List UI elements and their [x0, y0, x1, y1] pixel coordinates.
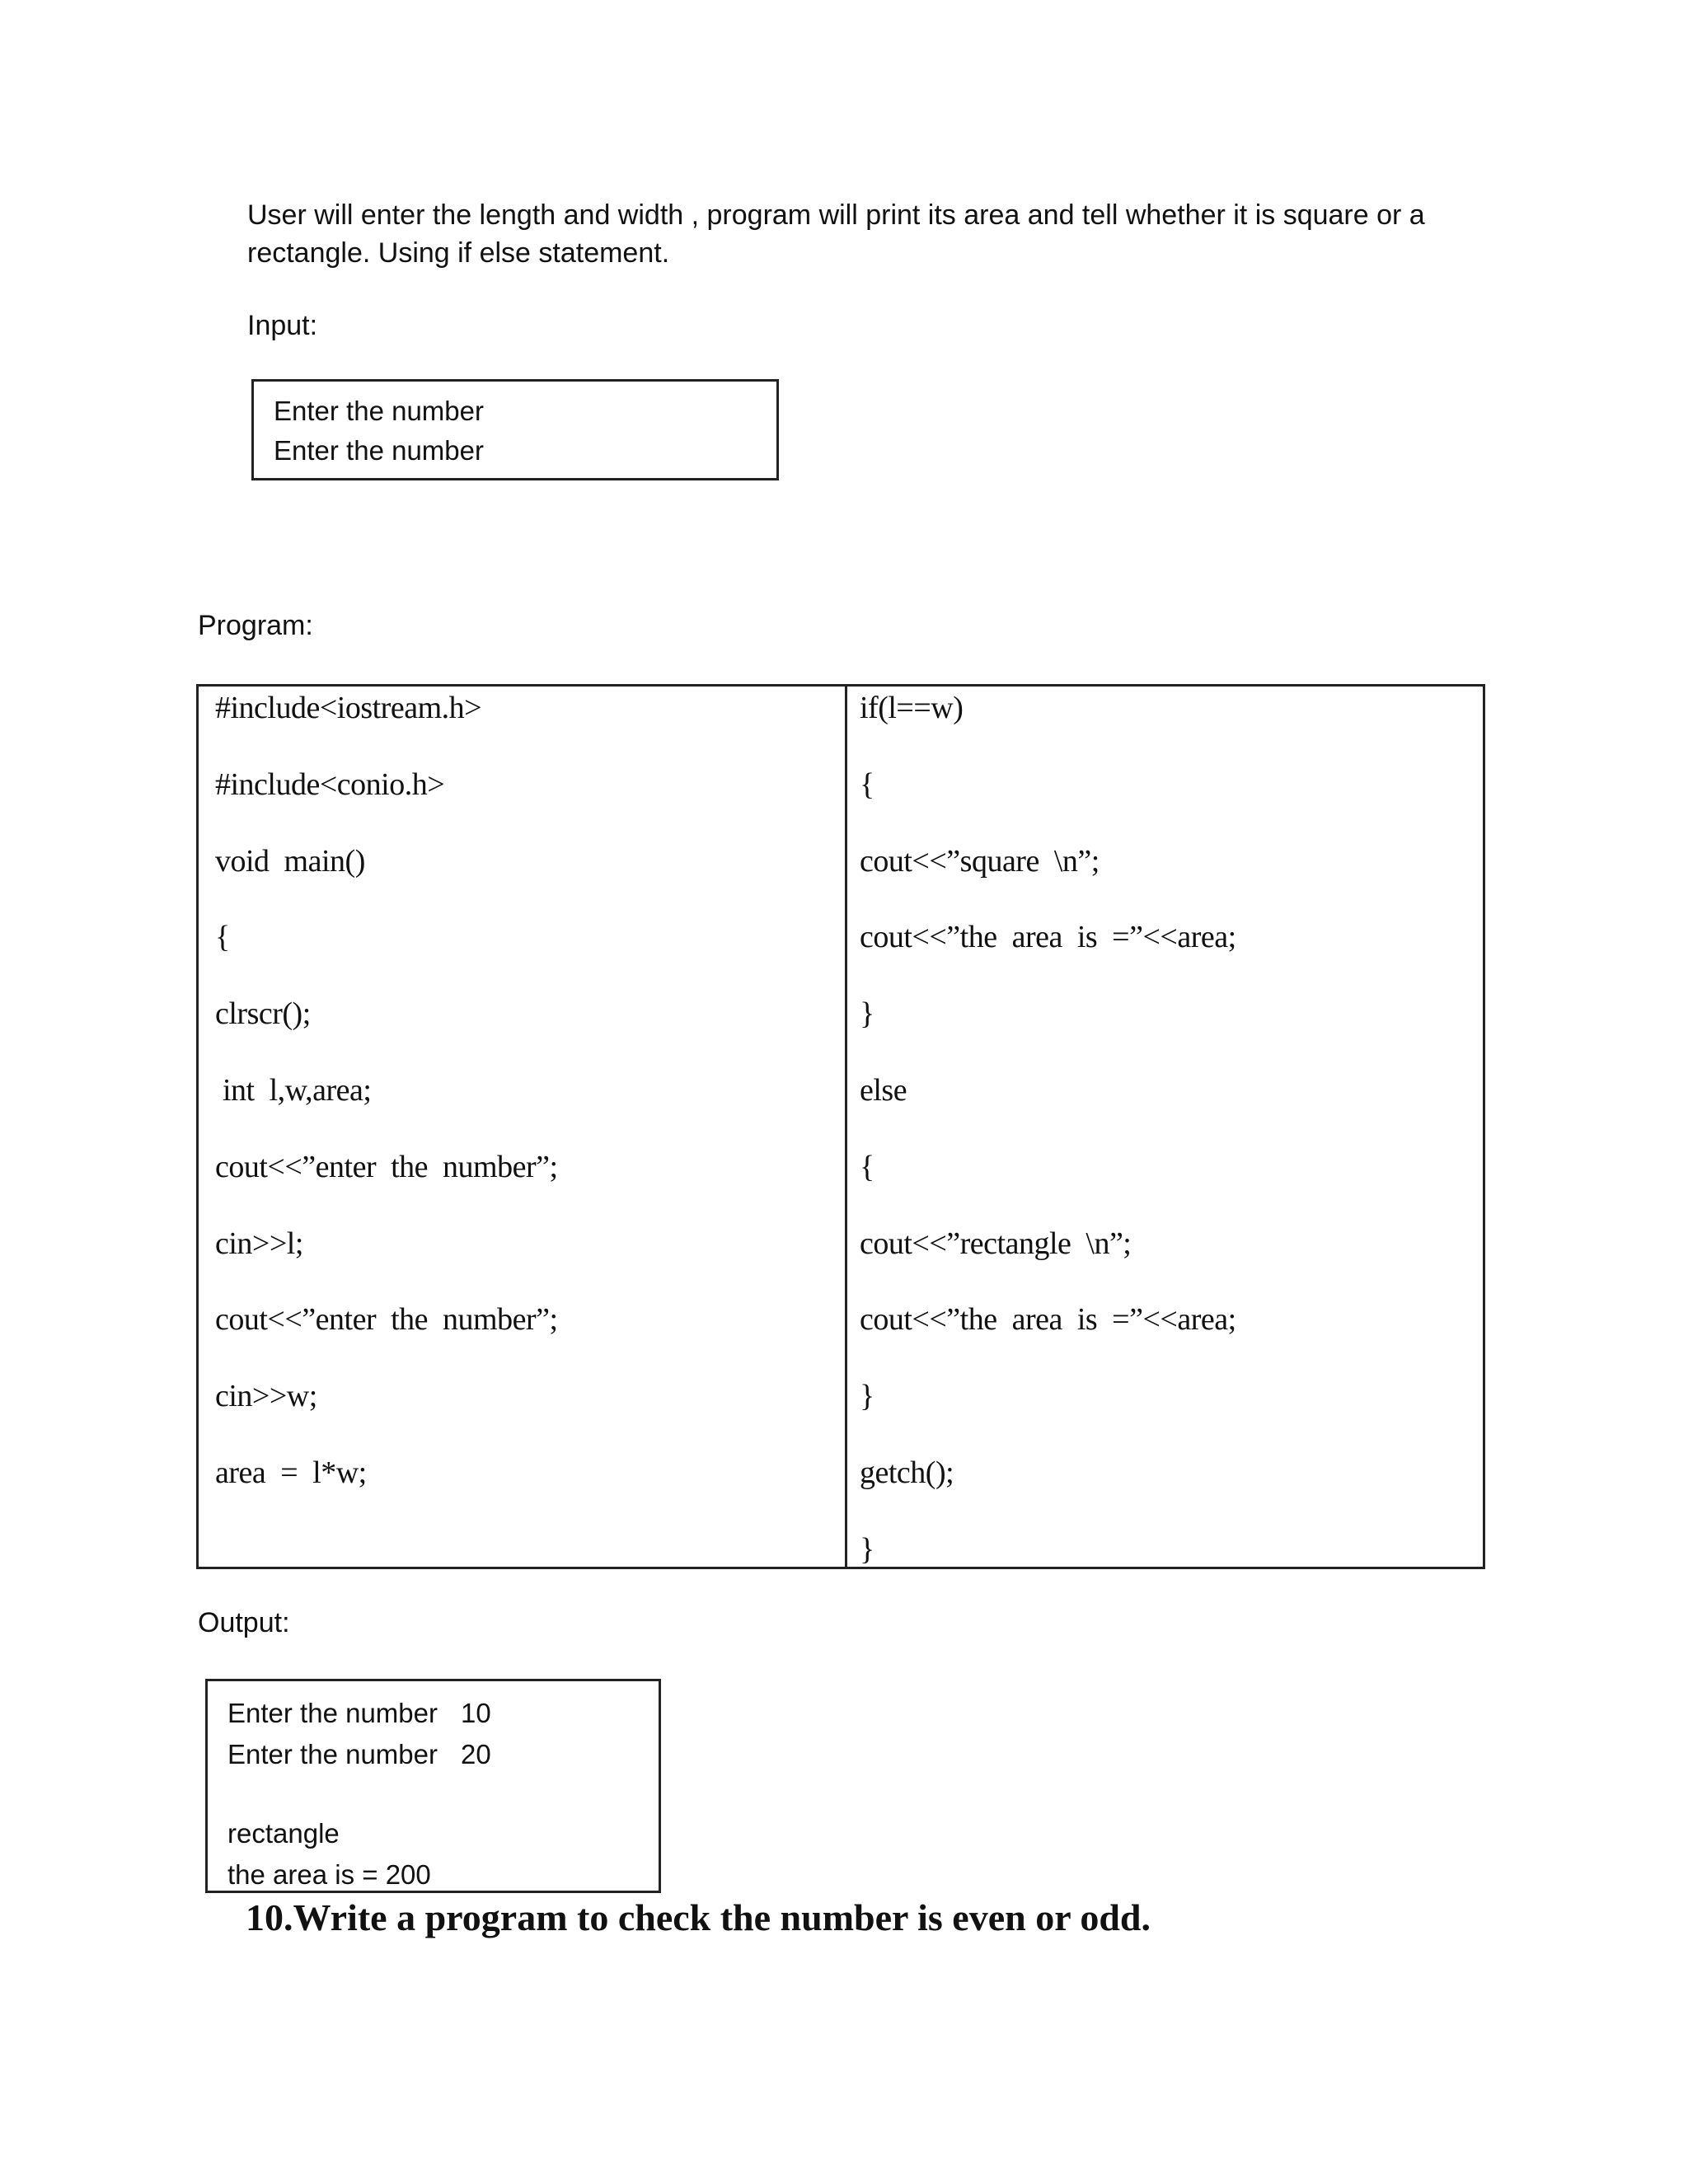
output-prompt-value: 10	[460, 1698, 491, 1728]
code-line: area = l*w;	[215, 1455, 367, 1490]
code-line: #include<conio.h>	[215, 766, 445, 802]
code-line: int l,w,area;	[215, 1072, 372, 1108]
output-prompt-value: 20	[460, 1739, 491, 1769]
code-line: cout<<”rectangle \n”;	[860, 1226, 1132, 1261]
output-prompt-text: Enter the number	[227, 1698, 438, 1728]
intro-line-2: rectangle. Using if else statement.	[247, 237, 670, 269]
code-line: cin>>l;	[215, 1226, 303, 1261]
code-line: clrscr();	[215, 996, 311, 1032]
intro-line-1: User will enter the length and width , program will print its area and tell whether it is square or a	[247, 199, 1425, 231]
code-line: if(l==w)	[860, 691, 964, 725]
program-label: Program:	[198, 610, 313, 641]
code-line: cout<<”square \n”;	[860, 843, 1100, 879]
code-line: cout<<”enter the number”;	[215, 1302, 558, 1338]
input-line: Enter the number	[274, 396, 484, 426]
output-result-line: the area is = 200	[227, 1859, 431, 1890]
code-line: {	[215, 920, 230, 955]
input-box	[251, 379, 779, 480]
code-line: cout<<”the area is =”<<area;	[860, 920, 1236, 955]
code-line: void main()	[215, 843, 365, 879]
code-column-right	[860, 687, 1236, 1605]
output-prompt-line	[227, 1734, 659, 1775]
code-line: {	[860, 766, 874, 802]
output-spacer	[227, 1775, 659, 1813]
code-line: #include<iostream.h>	[215, 691, 482, 725]
code-line: cin>>w;	[215, 1379, 317, 1414]
input-label: Input:	[247, 310, 318, 341]
code-line: }	[860, 1379, 874, 1414]
code-line: else	[860, 1072, 907, 1108]
next-question-heading: 10.Write a program to check the number is even or odd.	[246, 1896, 1151, 1938]
program-code-table	[196, 684, 1485, 1569]
table-column-divider	[845, 687, 847, 1567]
code-line: {	[860, 1149, 874, 1184]
code-line: }	[860, 1531, 874, 1567]
intro-text	[247, 196, 1508, 272]
code-line: cout<<”enter the number”;	[215, 1149, 558, 1184]
code-column-left	[215, 687, 558, 1528]
code-line: }	[860, 996, 874, 1032]
code-line: getch();	[860, 1455, 954, 1490]
code-line: cout<<”the area is =”<<area;	[860, 1302, 1236, 1338]
input-line: Enter the number	[274, 435, 484, 466]
output-label: Output:	[198, 1607, 290, 1638]
output-prompt-line	[227, 1693, 659, 1734]
output-box	[205, 1679, 661, 1893]
output-result-line: rectangle	[227, 1818, 340, 1849]
output-prompt-text: Enter the number	[227, 1739, 438, 1769]
